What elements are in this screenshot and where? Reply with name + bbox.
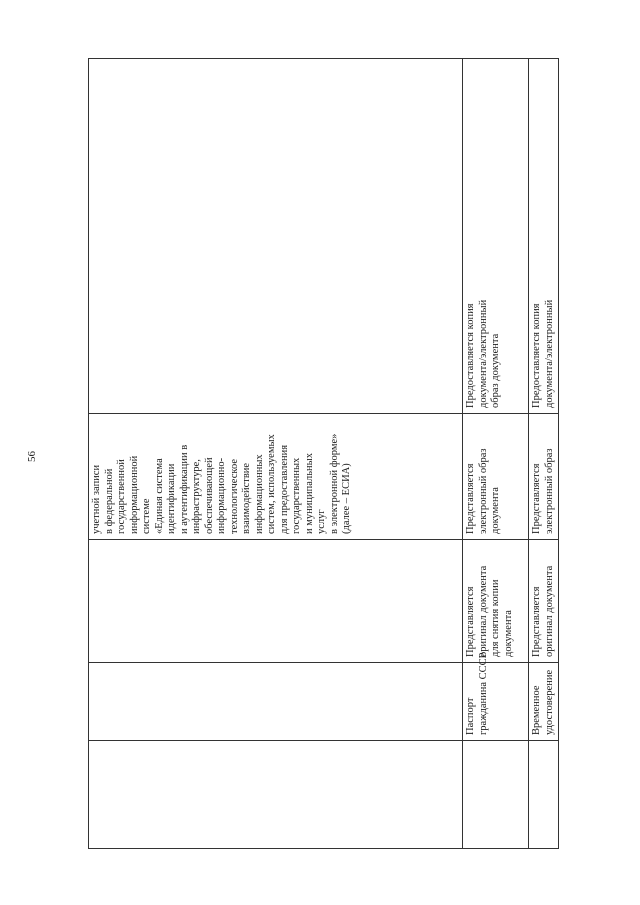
cell-line: Предоставляется копия [465,303,476,408]
cell-line: «Единая система [153,458,165,534]
cell-line: и аутентификации в [178,444,190,534]
cell-line: инфраструктуре, [191,459,202,534]
cell-line: государственной [116,459,127,534]
document-type-cell [463,652,529,741]
in-person-requirement-cell [463,540,529,663]
cell-line: услуг [316,509,327,534]
cell-line: документа/электронный [477,299,489,408]
esia-description-cell [89,414,463,540]
cell-line: удостоверение [543,669,555,735]
cell-line: системе [141,498,152,534]
cell-line: электронный образ [477,448,489,534]
table-row [463,59,529,849]
page-number: 56 [26,451,38,462]
requirements-table [88,58,559,849]
cell-line: гражданина СССР [477,652,489,735]
cell-line: оригинал документа [477,565,489,657]
table-cell-empty [529,741,559,849]
cell-line: информационной [128,455,140,534]
document-type-cell [529,663,559,741]
cell-line: для снятия копии [490,579,501,657]
cell-line: образ документа [490,333,501,408]
cell-line: оригинал документа [543,565,555,657]
cell-line: документа [490,487,501,534]
table-cell-empty [89,540,463,663]
cell-line: в электронной форме» [328,433,340,534]
cell-line: электронный образ [543,448,555,534]
cell-line: (далее – ЕСИА) [341,463,352,534]
cell-line: Предоставляется копия [531,303,542,408]
cell-line: Паспорт [465,697,476,735]
table-row [89,59,463,849]
cell-line: государственных [291,457,302,534]
copy-requirement-cell [463,59,529,414]
cell-line: Представляется [531,463,542,534]
table-cell-empty [89,741,463,849]
cell-line: и муниципальных [303,453,315,534]
cell-line: идентификации [166,463,177,534]
table-cell-empty [89,59,463,414]
cell-line: в федеральной [103,468,115,534]
cell-line: документа [502,610,514,657]
cell-line: технологическое [228,459,240,534]
cell-line: Представляется [531,586,542,657]
cell-line: документа/электронный [543,299,555,408]
cell-line: Представляется [465,586,476,657]
cell-line: Представляется [465,463,476,534]
cell-line: информационных [253,454,265,534]
copy-requirement-cell [529,59,559,414]
in-person-requirement-cell [529,540,559,663]
electronic-requirement-cell [529,414,559,540]
table-cell-empty [463,741,529,849]
cell-line: информационно- [216,457,227,534]
cell-line: учетной записи [91,464,102,534]
table-row [529,59,559,849]
electronic-requirement-cell [463,414,529,540]
cell-line: взаимодействие [241,462,252,534]
table-cell-empty [89,663,463,741]
cell-line: для предоставления [278,444,290,534]
cell-line: систем, используемых [266,434,277,534]
cell-line: обеспечивающей [203,457,215,534]
cell-line: Временное [531,685,542,735]
